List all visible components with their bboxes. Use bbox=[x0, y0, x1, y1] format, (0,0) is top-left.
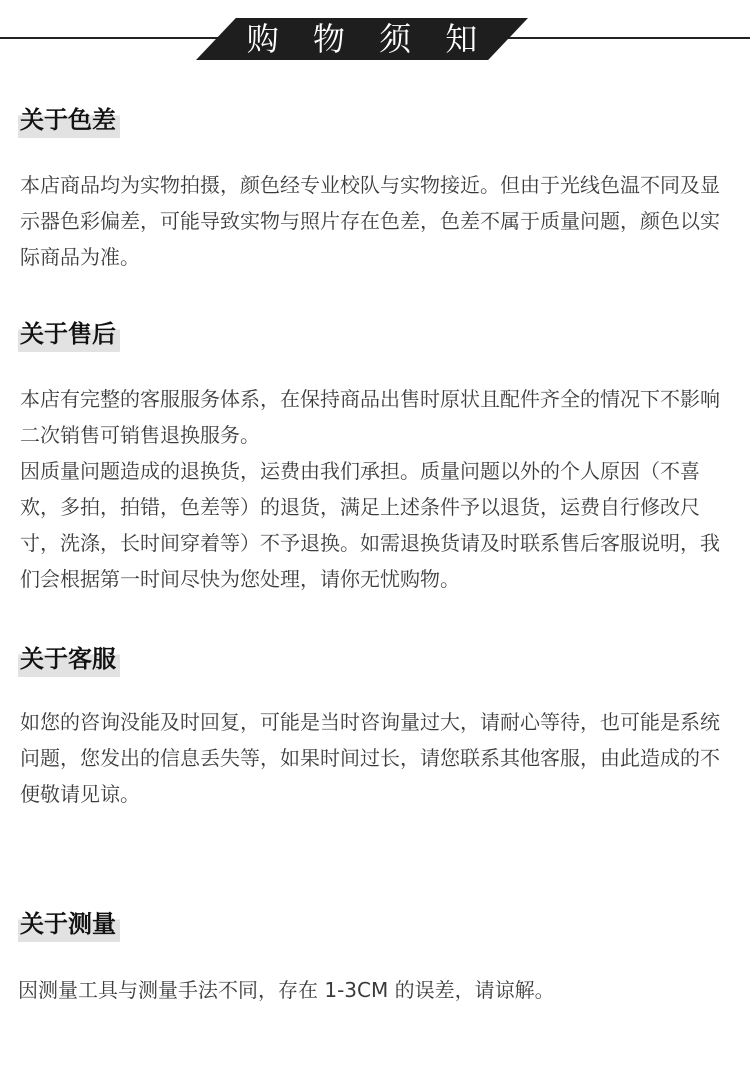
section-body bbox=[18, 972, 734, 1008]
section-body bbox=[20, 381, 736, 597]
paragraph: 因质量问题造成的退换货，运费由我们承担。质量问题以外的个人原因（不喜欢，多拍，拍错，色差等）的退货，满足上述条件予以退货，运费自行修改尺寸，洗涤，长时间穿着等）不予退换。如需退换货请及时联系售后客服说明，我们会根据第一时间尽快为您处理，请你无忧购物。 bbox=[20, 459, 720, 591]
section-heading: 关于客服 bbox=[18, 641, 120, 677]
paragraph: 因测量工具与测量手法不同，存在 1-3CM 的误差，请谅解。 bbox=[18, 978, 555, 1002]
section-heading: 关于色差 bbox=[18, 102, 120, 138]
paragraph: 如您的咨询没能及时回复，可能是当时咨询量过大，请耐心等待，也可能是系统问题，您发出的信息丢失等，如果时间过长，请您联系其他客服，由此造成的不便敬请见谅。 bbox=[20, 710, 720, 806]
section-body bbox=[20, 704, 736, 812]
section-heading: 关于测量 bbox=[18, 906, 120, 942]
section-heading: 关于售后 bbox=[18, 316, 120, 352]
paragraph: 本店商品均为实物拍摄，颜色经专业校队与实物接近。但由于光线色温不同及显示器色彩偏差，可能导致实物与照片存在色差，色差不属于质量问题，颜色以实际商品为准。 bbox=[20, 173, 720, 269]
paragraph: 本店有完整的客服服务体系，在保持商品出售时原状且配件齐全的情况下不影响二次销售可销售退换服务。 bbox=[20, 387, 720, 447]
page-title: 购 物 须 知 bbox=[246, 20, 490, 58]
section-body bbox=[20, 167, 736, 275]
